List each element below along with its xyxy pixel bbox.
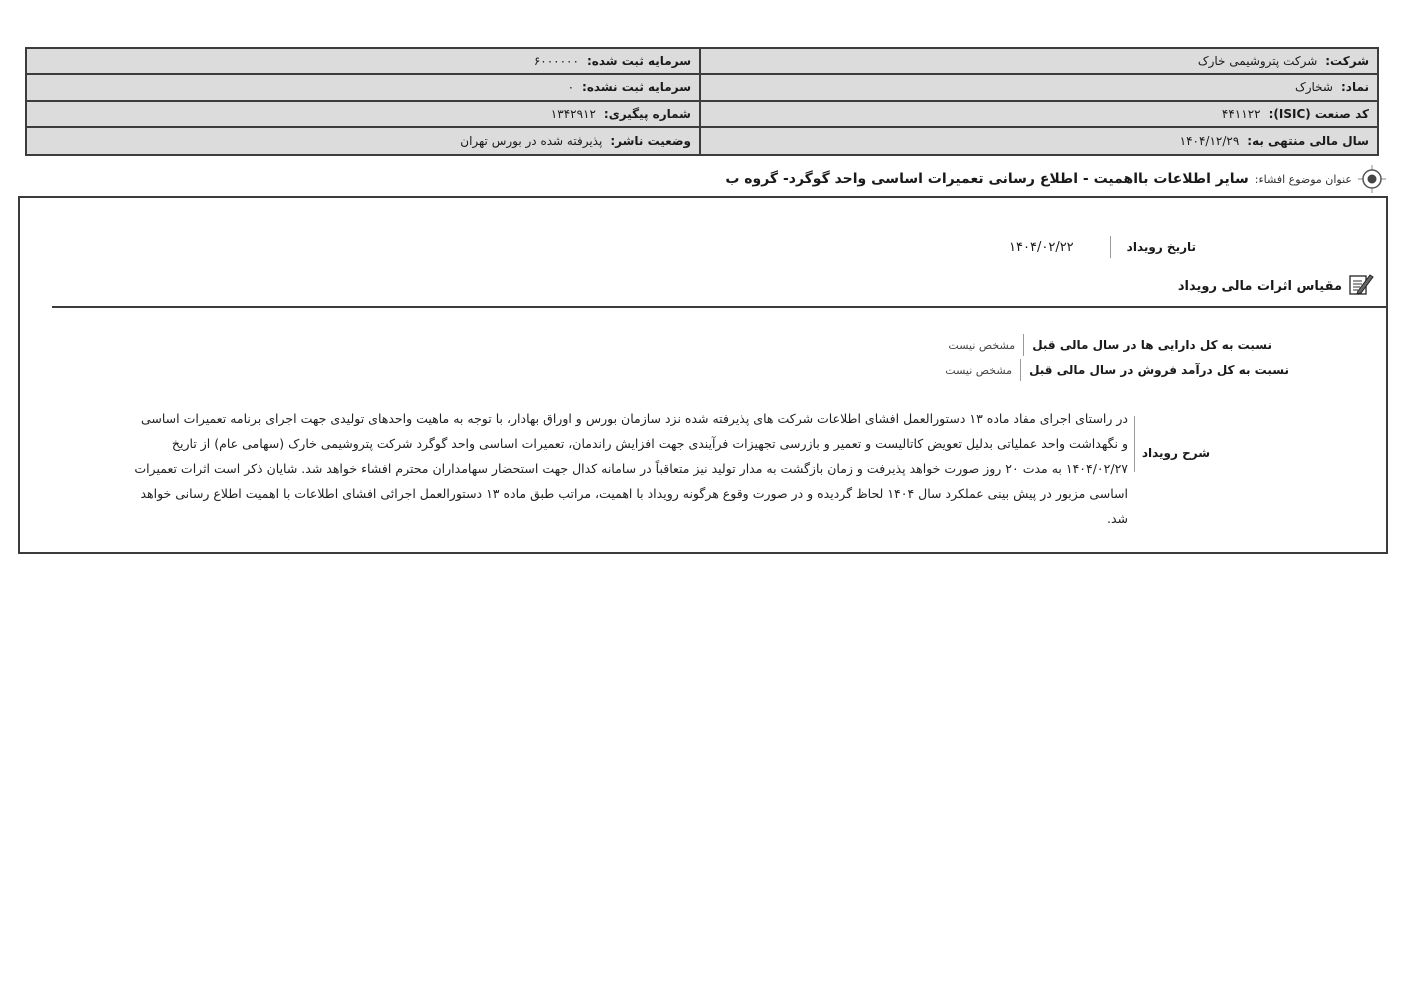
section-title: مقیاس اثرات مالی رویداد <box>1177 278 1342 294</box>
symbol-value: شخارک <box>1294 80 1333 95</box>
company-info-table <box>25 47 1379 156</box>
divider <box>1023 334 1024 356</box>
subject-line <box>686 164 1386 194</box>
symbol-label: نماد: <box>1340 80 1369 95</box>
ratio-assets-value: مشخص نیست <box>948 338 1016 352</box>
unregistered-capital-value: ۰ <box>567 80 575 95</box>
isic-value: ۴۴۱۱۲۲ <box>1221 106 1261 121</box>
publisher-status-label: وضعیت ناشر: <box>610 133 691 148</box>
symbol-cell <box>699 75 1377 101</box>
company-cell <box>699 49 1377 75</box>
event-panel <box>18 196 1388 554</box>
subject-label: عنوان موضوع افشاء: <box>1254 172 1352 186</box>
isic-cell <box>699 102 1377 128</box>
divider <box>1110 236 1111 258</box>
description-text: در راستای اجرای مفاد ماده ۱۳ دستورالعمل افشای اطلاعات شرکت های پذیرفته شده نزد سازمان بورس و اوراق بهادار، با توجه به ماهیت واحدهای تولیدی جهت اجرای برنامه تعمیرات اساسی و نگهداشت واحد عملیاتی بدلیل تعویض کاتالیست و تعمیر و بازرسی تجهیزات فرآیندی جهت افزایش راندمان، تعمیرات اساسی واحد گوگرد شرکت پتروشیمی خارک (سهامی عام) از تاریخ ۱۴۰۴/۰۲/۲۷ به مدت ۲۰ روز صورت خواهد پذیرفت و زمان بازگشت به مدار تولید نیز متعاقباً در سامانه کدال جهت استحضار سهامداران محترم افشاء خواهد شد. شایان ذکر است اثرات تعمیرات اساسی مزبور در پیش بینی عملکرد سال ۱۴۰۴ لحاظ گردیده و در صورت وقوع هرگونه رویداد با اهمیت، مراتب طبق ماده ۱۳ دستورالعمل اجرائی افشای اطلاعات با اهمیت اطلاع رسانی خواهد شد. <box>134 411 1128 526</box>
registered-capital-value: ۶۰۰۰۰۰۰ <box>533 54 579 69</box>
fiscal-year-label: سال مالی منتهی به: <box>1247 133 1369 148</box>
publisher-status-cell <box>27 128 699 154</box>
event-date-label: تاریخ رویداد <box>1126 240 1196 254</box>
registered-capital-cell <box>27 49 699 75</box>
ratio-assets-row <box>948 334 1272 356</box>
fiscal-year-value: ۱۴۰۴/۱۲/۲۹ <box>1179 133 1240 148</box>
company-label: شرکت: <box>1325 54 1369 69</box>
event-date-value: ۱۴۰۴/۰۲/۲۲ <box>1009 239 1074 255</box>
ratio-revenue-label: نسبت به کل درآمد فروش در سال مالی قبل <box>1029 363 1289 377</box>
unregistered-capital-label: سرمایه ثبت نشده: <box>582 80 691 95</box>
ratio-assets-label: نسبت به کل دارایی ها در سال مالی قبل <box>1032 338 1272 352</box>
section-divider <box>52 306 1386 308</box>
event-date-row <box>1009 236 1196 258</box>
ratio-revenue-value: مشخص نیست <box>945 363 1013 377</box>
fiscal-year-cell <box>699 128 1377 154</box>
tracking-label: شماره پیگیری: <box>603 106 691 121</box>
description-label: شرح رویداد <box>1141 446 1210 460</box>
isic-label: کد صنعت (ISIC): <box>1268 106 1369 121</box>
registered-capital-label: سرمایه ثبت شده: <box>586 54 691 69</box>
tracking-value: ۱۳۴۲۹۱۲ <box>550 106 596 121</box>
target-icon <box>1358 165 1386 193</box>
company-value: شرکت پتروشیمی خارک <box>1197 54 1318 69</box>
divider <box>1134 416 1135 472</box>
ratio-revenue-row <box>945 359 1289 381</box>
publisher-status-value: پذیرفته شده در بورس تهران <box>460 133 603 148</box>
financial-impact-header <box>1178 272 1374 300</box>
subject-title: سایر اطلاعات بااهمیت - اطلاع رسانی تعمیرات اساسی واحد گوگرد- گروه ب <box>725 171 1249 187</box>
divider <box>1020 359 1021 381</box>
edit-form-icon <box>1348 272 1374 300</box>
unregistered-capital-cell <box>27 75 699 101</box>
tracking-cell <box>27 102 699 128</box>
